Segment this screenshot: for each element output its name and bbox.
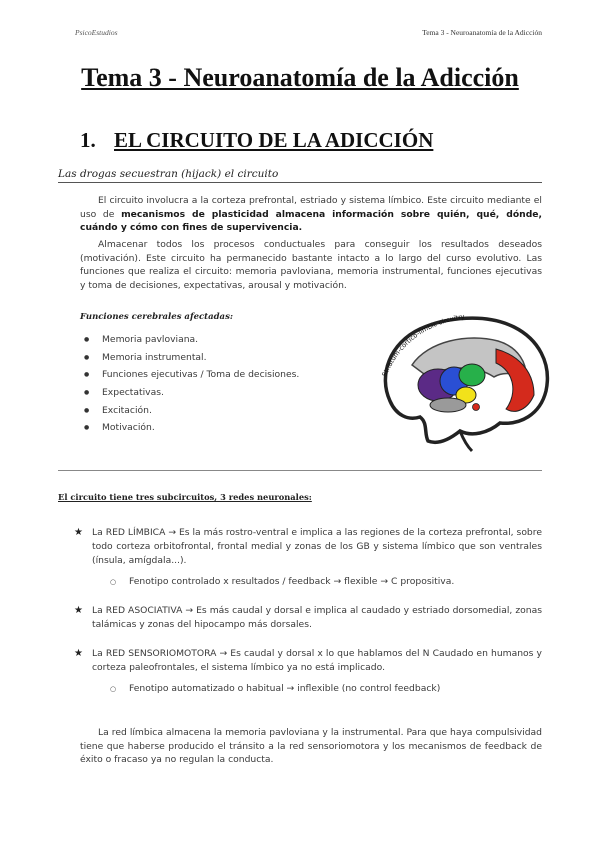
list-item: ● Memoria pavloviana.: [80, 331, 299, 349]
header-left: PsicoEstudios: [75, 28, 118, 37]
star-icon: ★: [74, 605, 83, 616]
network-name: La RED SENSORIOMOTORA: [92, 648, 217, 659]
network-limbic: [74, 526, 542, 568]
brain-label: Striatum-cortico-limbic circuitry: [380, 312, 466, 378]
star-icon: ★: [74, 527, 83, 538]
network-limbic-sub: [113, 576, 454, 587]
list-item: ● Excitación.: [80, 402, 299, 420]
header-right: Tema 3 - Neuroanatomía de la Adicción: [422, 28, 542, 37]
subsection-heading: Las drogas secuestran (hijack) el circuito: [58, 168, 542, 183]
divider: [58, 470, 542, 471]
section-heading: [80, 128, 433, 153]
section-number: 1.: [80, 128, 96, 152]
brain-illustration: [368, 305, 558, 457]
network-sensorimotor: [74, 647, 542, 675]
network-name: RED LÍMBICA: [105, 527, 166, 538]
network-prefix: La: [92, 527, 106, 538]
star-icon: ★: [74, 648, 83, 659]
list-item: ● Memoria instrumental.: [80, 349, 299, 367]
network-sensorimotor-sub: [113, 683, 440, 694]
network-description: → Es caudal y dorsal x lo que hablamos del N Caudado en humanos y corteza paleofrontales, el sistema límbico ya no está implicado.: [92, 648, 542, 673]
green-region: [459, 364, 485, 386]
paragraph-2: Almacenar todos los procesos conductuales para conseguir los resultados deseados (motivación). Este circuito ha permanecido bastante intacto a lo largo del curso evolutivo. Las funciones que realiza el circuito: memoria pavloviana, memoria instrumental, funciones ejecutivas y toma de decisiones, expectativas, arousal y motivación.: [80, 239, 542, 291]
page-title: Tema 3 - Neuroanatomía de la Adicción: [81, 63, 519, 92]
network-name: La RED ASOCIATIVA: [92, 605, 183, 616]
list-item: ● Funciones ejecutivas / Toma de decisiones.: [80, 366, 299, 384]
paragraph-1-bold: mecanismos de plasticidad almacena información sobre quién, qué, dónde, cuándo y cómo con fines de supervivencia.: [80, 208, 542, 233]
functions-list: [80, 331, 299, 437]
network-description: → Es más caudal y dorsal e implica al caudado y estriado dorsomedial, zonas talámicas y zonas del hipocampo más dorsales.: [92, 605, 542, 630]
network-sub-text: Fenotipo automatizado o habitual → inflexible (no control feedback): [129, 683, 441, 694]
network-sub-text: Fenotipo controlado x resultados / feedback → flexible → C propositiva.: [129, 576, 455, 587]
networks-title: El circuito tiene tres subcircuitos, 3 redes neuronales:: [58, 492, 312, 502]
paragraph-3: La red límbica almacena la memoria pavloviana y la instrumental. Para que haya compulsividad tiene que haberse producido el tránsito a la red sensoriomotora y los mecanismos de feedback de éxito o fracaso ya no regulan la conducta.: [80, 727, 542, 765]
lower-gray-region: [430, 398, 466, 412]
network-description: → Es la más rostro-ventral e implica a las regiones de la corteza prefrontal, sobre todo corteza orbitofrontal, frontal medial y zonas de los GB y sistema límbico que son ventrales (ínsula, amígdala...).: [92, 527, 542, 566]
list-item: ● Expectativas.: [80, 384, 299, 402]
section-title: EL CIRCUITO DE LA ADICCIÓN: [114, 128, 434, 152]
list-item: ● Motivación.: [80, 419, 299, 437]
paragraph-1-text: El circuito involucra a la corteza prefrontal, estriado y sistema límbico. Este circuito mediante el uso de: [80, 195, 542, 220]
functions-title: Funciones cerebrales afectadas:: [80, 312, 233, 322]
paragraph-1: [80, 194, 542, 235]
red-dot: [473, 404, 480, 411]
network-associative: [74, 604, 542, 632]
